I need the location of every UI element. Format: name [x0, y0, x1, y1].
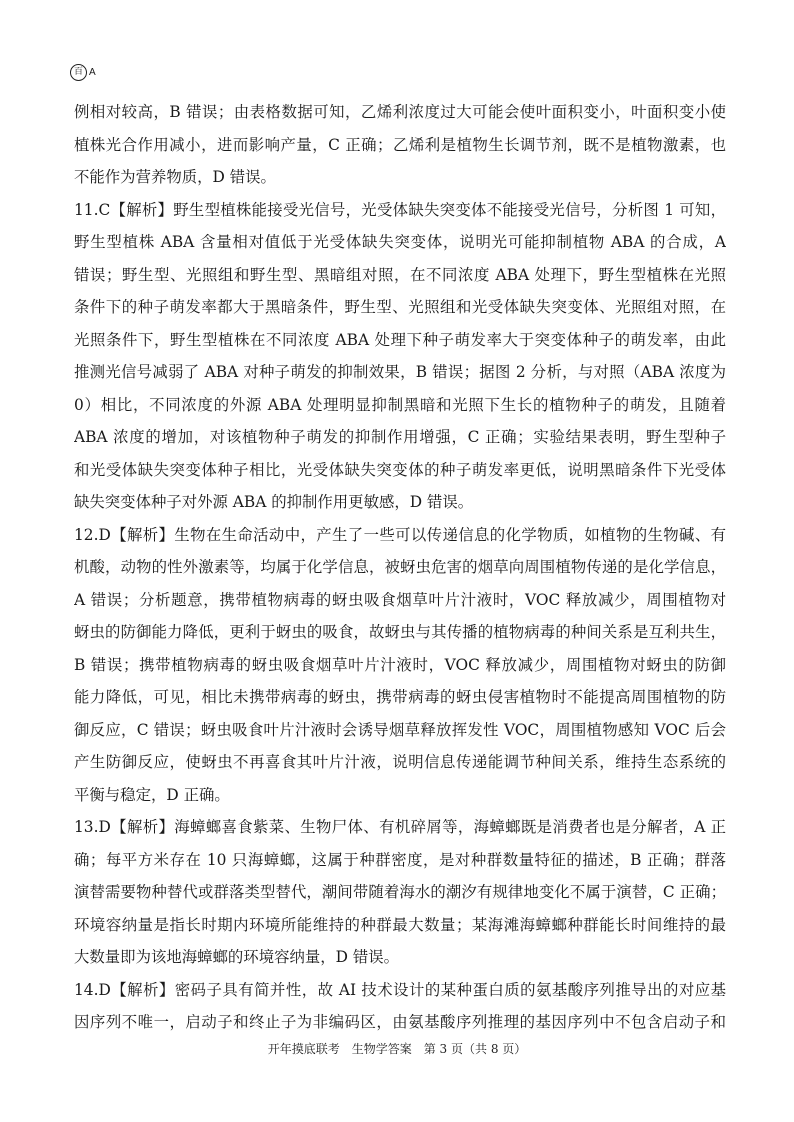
text-line: 错误；野生型、光照组和野生型、黑暗组对照，在不同浓度 ABA 处理下，野生型植株在光照 [74, 265, 726, 284]
text-line: 不能作为营养物质，D 错误。 [74, 168, 276, 186]
text-line: A 错误；分析题意，携带植物病毒的蚜虫吸食烟草叶片汁液时，VOC 释放减少，周围植物对 [74, 590, 726, 609]
text-line: B 错误；携带植物病毒的蚜虫吸食烟草叶片汁液时，VOC 释放减少，周围植物对蚜虫的防御 [74, 655, 726, 674]
text-line: 11.C【解析】野生型植株能接受光信号，光受体缺失突变体不能接受光信号，分析图 1 可知， [74, 200, 726, 219]
text-line: 14.D【解析】密码子具有简并性，故 AI 技术设计的某种蛋白质的氨基酸序列推导出的对应基 [74, 980, 726, 999]
text-line: 确；每平方米存在 10 只海蟑螂，这属于种群密度，是对种群数量特征的描述，B 正确；群落 [74, 850, 726, 869]
text-line: 条件下的种子萌发率都大于黑暗条件，野生型、光照组和光受体缺失突变体、光照组对照，在 [74, 298, 726, 316]
text-line: 例相对较高，B 错误；由表格数据可知，乙烯利浓度过大可能会使叶面积变小，叶面积变小使 [74, 103, 726, 121]
page-footer: 开年摸底联考 生物学答案 第 3 页（共 8 页） [267, 1042, 527, 1056]
text-line: 机酸，动物的性外激素等，均属于化学信息，被蚜虫危害的烟草向周围植物传递的是化学信息， [74, 558, 726, 576]
text-line: ABA 浓度的增加，对该植物种子萌发的抑制作用增强，C 正确；实验结果表明，野生型种子 [74, 428, 726, 446]
text-line: 缺失突变体种子对外源 ABA 的抑制作用更敏感，D 错误。 [74, 493, 474, 511]
text-line: 能力降低，可见，相比未携带病毒的蚜虫，携带病毒的蚜虫侵害植物时不能提高周围植物的防 [74, 688, 726, 706]
text-line: 推测光信号减弱了 ABA 对种子萌发的抑制效果，B 错误；据图 2 分析，与对照（ABA 浓度为 [74, 363, 726, 381]
text-line: 平衡与稳定，D 正确。 [74, 785, 230, 804]
text-line: 因序列不唯一，启动子和终止子为非编码区，由氨基酸序列推理的基因序列中不包含启动子和 [74, 1013, 726, 1031]
text-line: 御反应，C 错误；蚜虫吸食叶片汁液时会诱导烟草释放挥发性 VOC，周围植物感知 VOC 后会 [74, 720, 726, 739]
text-line: 光照条件下，野生型植株在不同浓度 ABA 处理下种子萌发率大于突变体种子的萌发率，由此 [74, 330, 726, 349]
publisher-logo [70, 64, 96, 81]
text-line: 野生型植株 ABA 含量相对值低于光受体缺失突变体，说明光可能抑制植物 ABA 的合成，A [74, 233, 726, 251]
answer-text [74, 96, 726, 1039]
text-line: 和光受体缺失突变体种子相比，光受体缺失突变体的种子萌发率更低，说明黑暗条件下光受体 [74, 460, 726, 479]
text-line: 0）相比，不同浓度的外源 ABA 处理明显抑制黑暗和光照下生长的植物种子的萌发，且随着 [74, 395, 726, 414]
logo-circle-icon: 百 [70, 64, 87, 81]
text-line: 产生防御反应，使蚜虫不再喜食其叶片汁液，说明信息传递能调节种间关系，维持生态系统的 [74, 753, 726, 771]
text-line: 12.D【解析】生物在生命活动中，产生了一些可以传递信息的化学物质，如植物的生物碱、有 [74, 525, 726, 544]
text-line: 13.D【解析】海蟑螂喜食紫菜、生物尸体、有机碎屑等，海蟑螂既是消费者也是分解者，A 正 [74, 818, 726, 836]
logo-letter: A [89, 67, 96, 78]
text-line: 环境容纳量是指长时期内环境所能维持的种群最大数量；某海滩海蟑螂种群能长时间维持的最 [74, 915, 726, 934]
text-line: 大数量即为该地海蟑螂的环境容纳量，D 错误。 [74, 948, 400, 966]
text-line: 植株光合作用减小，进而影响产量，C 正确；乙烯利是植物生长调节剂，既不是植物激素，也 [74, 135, 726, 154]
text-line: 蚜虫的防御能力降低，更利于蚜虫的吸食，故蚜虫与其传播的植物病毒的种间关系是互利共生， [74, 623, 726, 641]
text-line: 演替需要物种替代或群落类型替代，潮间带随着海水的潮汐有规律地变化不属于演替，C 正确； [74, 883, 726, 901]
